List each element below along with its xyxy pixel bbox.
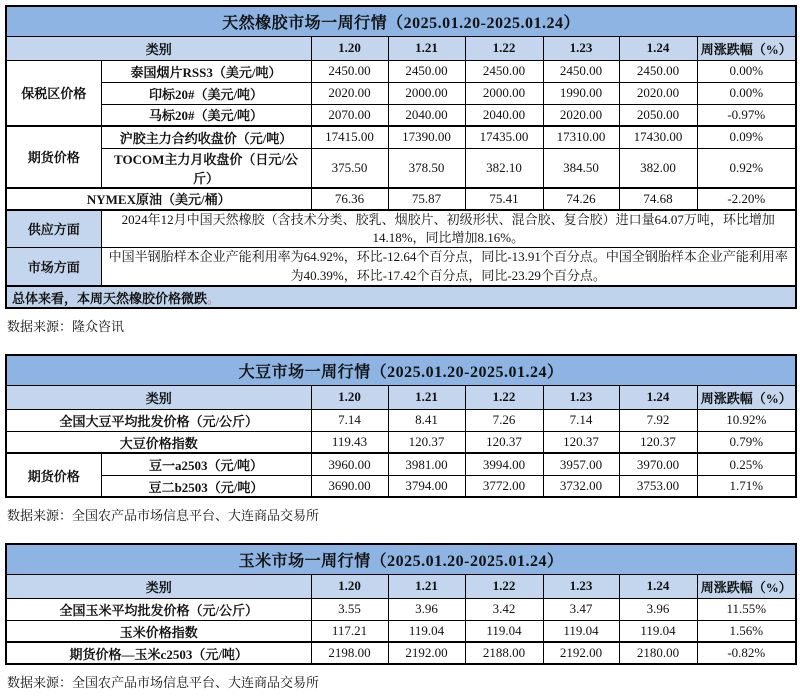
header-change: 周涨跌幅（%） [697, 385, 796, 409]
row-label: 全国玉米平均批发价格（元/公斤） [6, 598, 311, 620]
value-cell: 2192.00 [388, 642, 465, 664]
value-cell: 2040.00 [388, 104, 465, 126]
row-label: 全国大豆平均批发价格（元/公斤） [6, 409, 311, 431]
change-cell: -0.97% [697, 104, 796, 126]
value-cell: 2000.00 [465, 82, 543, 104]
change-cell: 0.92% [697, 148, 796, 188]
summary-row [6, 286, 796, 308]
summary-mark: 。 [207, 290, 221, 306]
header-category: 类别 [6, 574, 311, 598]
value-cell: 3957.00 [543, 453, 619, 475]
value-cell: 1.20 [311, 385, 388, 409]
row-label: TOCOM主力月收盘价（日元/公斤） [101, 148, 311, 188]
value-cell: 17390.00 [388, 126, 465, 148]
value-cell: 2198.00 [311, 642, 388, 664]
header-change: 周涨跌幅（%） [697, 36, 796, 60]
value-cell: 382.10 [465, 148, 543, 188]
value-cell: 1.23 [543, 36, 619, 60]
change-cell: 1.71% [697, 475, 796, 497]
value-cell: 1.20 [311, 36, 388, 60]
row-group-label: 期货价格 [6, 453, 101, 497]
value-cell: 1.20 [311, 574, 388, 598]
value-cell: 3772.00 [465, 475, 543, 497]
data-source-note: 数据来源：全国农产品市场信息平台、大连商品交易所 [7, 508, 320, 524]
value-cell: 74.68 [619, 188, 697, 210]
table-row [6, 642, 796, 664]
value-cell: 2040.00 [465, 104, 543, 126]
value-cell: 120.37 [543, 431, 619, 453]
value-cell: 2450.00 [543, 60, 619, 82]
table-row [6, 148, 796, 188]
table-title-row [6, 355, 796, 385]
value-cell: 2020.00 [543, 104, 619, 126]
value-cell: 119.04 [388, 620, 465, 642]
value-cell: 17415.00 [311, 126, 388, 148]
change-cell: 0.79% [697, 431, 796, 453]
value-cell: 1.22 [465, 36, 543, 60]
market-row [6, 248, 796, 286]
value-cell: 120.37 [465, 431, 543, 453]
supply-row [6, 210, 796, 248]
value-cell: 1.21 [388, 574, 465, 598]
value-cell: 120.37 [388, 431, 465, 453]
row-label: 豆二b2503（元/吨） [101, 475, 311, 497]
value-cell: 3970.00 [619, 453, 697, 475]
value-cell: 17430.00 [619, 126, 697, 148]
header-category: 类别 [6, 36, 311, 60]
value-cell: 17435.00 [465, 126, 543, 148]
value-cell: 1990.00 [543, 82, 619, 104]
market-text-cell: 中国半钢胎样本企业产能利用率为64.92%，环比-12.64个百分点，同比-13.91个百分点。中国全钢胎样本企业产能利用率为40.39%，环比-17.42个百分点，同比-23.29个百分点。 [101, 248, 796, 286]
value-cell: 7.26 [465, 409, 543, 431]
value-cell: 3.55 [311, 598, 388, 620]
value-cell: 2000.00 [388, 82, 465, 104]
rubber-market-table [5, 5, 797, 309]
value-cell: 3981.00 [388, 453, 465, 475]
value-cell: 1.22 [465, 385, 543, 409]
value-cell: 75.87 [388, 188, 465, 210]
supply-text-cell: 2024年12月中国天然橡胶（含技术分类、胶乳、烟胶片、初级形状、混合胶、复合胶）进口量64.07万吨，环比增加14.18%，同比增加8.16%。 [101, 210, 796, 248]
row-label: 泰国烟片RSS3（美元/吨） [101, 60, 311, 82]
value-cell: 76.36 [311, 188, 388, 210]
change-cell: 0.09% [697, 126, 796, 148]
data-source-note: 数据来源：隆众咨讯 [7, 319, 125, 335]
value-cell: 3960.00 [311, 453, 388, 475]
value-cell: 1.23 [543, 574, 619, 598]
row-label: 期货价格—玉米c2503（元/吨） [6, 642, 311, 664]
change-cell: 11.55% [697, 598, 796, 620]
value-cell: 1.21 [388, 36, 465, 60]
table-row [6, 431, 796, 453]
row-label: 豆一a2503（元/吨） [101, 453, 311, 475]
value-cell: 3.96 [619, 598, 697, 620]
value-cell: 2192.00 [543, 642, 619, 664]
value-cell: 3994.00 [465, 453, 543, 475]
table-title: 天然橡胶市场一周行情（2025.01.20-2025.01.24） [6, 6, 796, 36]
change-cell: 1.56% [697, 620, 796, 642]
table-row [6, 60, 796, 82]
table-title-row [6, 6, 796, 36]
value-cell: 2020.00 [619, 82, 697, 104]
value-cell: 1.24 [619, 385, 697, 409]
corn-market-table [5, 543, 797, 665]
value-cell: 119.43 [311, 431, 388, 453]
table-row [6, 104, 796, 126]
value-cell: 2450.00 [619, 60, 697, 82]
value-cell: 3.47 [543, 598, 619, 620]
value-cell: 2180.00 [619, 642, 697, 664]
table-row [6, 598, 796, 620]
row-label: 大豆价格指数 [6, 431, 311, 453]
value-cell: 119.04 [543, 620, 619, 642]
table-header-row [6, 574, 796, 598]
value-cell: 120.37 [619, 431, 697, 453]
value-cell: 7.14 [311, 409, 388, 431]
table-row [6, 409, 796, 431]
value-cell: 2050.00 [619, 104, 697, 126]
soybean-market-table [5, 354, 797, 498]
table-row [6, 453, 796, 475]
value-cell: 3.96 [388, 598, 465, 620]
value-cell: 382.00 [619, 148, 697, 188]
supply-label-cell: 供应方面 [6, 210, 101, 248]
row-label: 印标20#（美元/吨） [101, 82, 311, 104]
table-row [6, 475, 796, 497]
value-cell: 2450.00 [388, 60, 465, 82]
summary-cell [6, 286, 796, 308]
value-cell: 2070.00 [311, 104, 388, 126]
row-label: NYMEX原油（美元/桶） [6, 188, 311, 210]
change-cell: 0.00% [697, 60, 796, 82]
market-label-cell: 市场方面 [6, 248, 101, 286]
table-header-row [6, 36, 796, 60]
table-row [6, 620, 796, 642]
data-source-note: 数据来源：全国农产品市场信息平台、大连商品交易所 [7, 675, 320, 691]
table-title: 大豆市场一周行情（2025.01.20-2025.01.24） [6, 355, 796, 385]
value-cell: 1.23 [543, 385, 619, 409]
value-cell: 3690.00 [311, 475, 388, 497]
row-label: 玉米价格指数 [6, 620, 311, 642]
value-cell: 2450.00 [311, 60, 388, 82]
row-label: 沪胶主力合约收盘价（元/吨） [101, 126, 311, 148]
value-cell: 74.26 [543, 188, 619, 210]
value-cell: 3732.00 [543, 475, 619, 497]
table-header-row [6, 385, 796, 409]
change-cell: 0.00% [697, 82, 796, 104]
value-cell: 2020.00 [311, 82, 388, 104]
value-cell: 378.50 [388, 148, 465, 188]
table-title-row [6, 544, 796, 574]
change-cell: -2.20% [697, 188, 796, 210]
row-label: 马标20#（美元/吨） [101, 104, 311, 126]
change-cell: 0.25% [697, 453, 796, 475]
table-row [6, 126, 796, 148]
change-cell: -0.82% [697, 642, 796, 664]
header-category: 类别 [6, 385, 311, 409]
row-group-label: 期货价格 [6, 126, 101, 188]
value-cell: 7.92 [619, 409, 697, 431]
table-row [6, 188, 796, 210]
value-cell: 7.14 [543, 409, 619, 431]
row-group-label: 保税区价格 [6, 60, 101, 126]
value-cell: 375.50 [311, 148, 388, 188]
value-cell: 3753.00 [619, 475, 697, 497]
value-cell: 384.50 [543, 148, 619, 188]
value-cell: 17310.00 [543, 126, 619, 148]
value-cell: 1.22 [465, 574, 543, 598]
value-cell: 3794.00 [388, 475, 465, 497]
value-cell: 119.04 [465, 620, 543, 642]
change-cell: 10.92% [697, 409, 796, 431]
header-change: 周涨跌幅（%） [697, 574, 796, 598]
value-cell: 2450.00 [465, 60, 543, 82]
value-cell: 75.41 [465, 188, 543, 210]
value-cell: 8.41 [388, 409, 465, 431]
table-row [6, 82, 796, 104]
value-cell: 1.24 [619, 36, 697, 60]
value-cell: 119.04 [619, 620, 697, 642]
value-cell: 117.21 [311, 620, 388, 642]
value-cell: 1.21 [388, 385, 465, 409]
value-cell: 1.24 [619, 574, 697, 598]
value-cell: 3.42 [465, 598, 543, 620]
summary-text: 总体来看，本周天然橡胶价格微跌 [12, 290, 208, 306]
value-cell: 2188.00 [465, 642, 543, 664]
table-title: 玉米市场一周行情（2025.01.20-2025.01.24） [6, 544, 796, 574]
